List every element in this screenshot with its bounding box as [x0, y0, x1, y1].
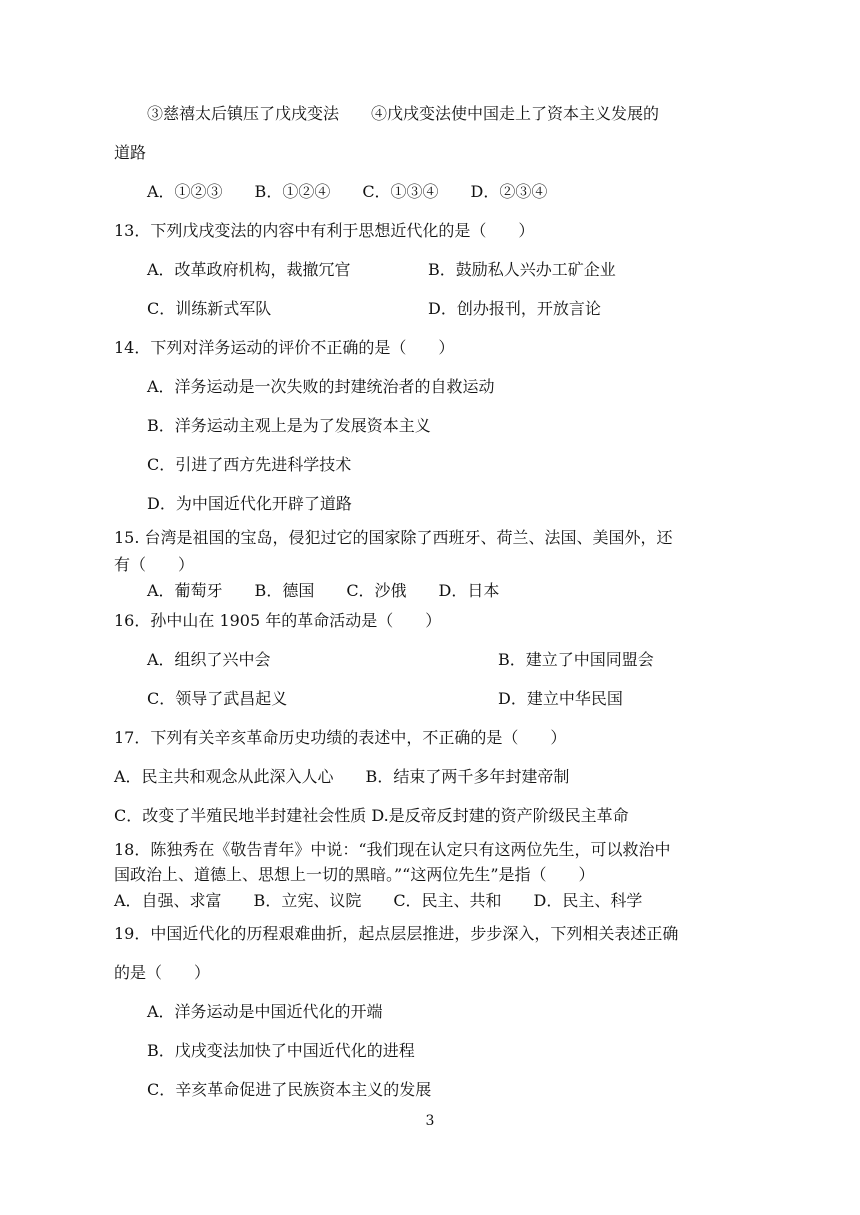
q14-option-b: B．洋务运动主观上是为了发展资本主义: [147, 416, 431, 435]
page-number: 3: [425, 1113, 435, 1129]
q18-stem: 18．陈独秀在《敬告青年》中说：“我们现在认定只有这两位先生，可以救治中: [114, 840, 671, 859]
q14-option-a: A．洋务运动是一次失败的封建统治者的自救运动: [147, 377, 495, 396]
q19-option-a: A．洋务运动是中国近代化的开端: [147, 1002, 383, 1021]
q16-option-c: C．领导了武昌起义: [147, 689, 288, 708]
q17-options-ab: A．民主共和观念从此深入人心 B．结束了两千多年封建帝制: [114, 767, 570, 786]
q19-option-b: B．戊戌变法加快了中国近代化的进程: [147, 1041, 415, 1060]
q12-option-line-cont: 道路: [114, 143, 147, 162]
q14-stem: 14．下列对洋务运动的评价不正确的是（ ）: [114, 338, 455, 357]
q15-stem: 15. 台湾是祖国的宝岛，侵犯过它的国家除了西班牙、荷兰、法国、美国外，还: [114, 528, 673, 547]
q13-option-b: B．鼓励私人兴办工矿企业: [428, 260, 616, 279]
q13-option-a: A．改革政府机构，裁撤冗官: [147, 260, 351, 279]
q13-option-c: C．训练新式军队: [147, 299, 272, 318]
q18-options: A．自强、求富 B．立宪、议院 C．民主、共和 D．民主、科学: [114, 891, 643, 910]
q12-option-line: ③慈禧太后镇压了戊戌变法 ④戊戌变法使中国走上了资本主义发展的: [147, 104, 660, 123]
q19-option-c: C．辛亥革命促进了民族资本主义的发展: [147, 1080, 432, 1099]
q18-stem-cont: 国政治上、道德上、思想上一切的黑暗。”“这两位先生”是指（ ）: [114, 865, 595, 884]
q15-stem-cont: 有（ ）: [114, 555, 195, 574]
q13-option-d: D．创办报刊，开放言论: [428, 299, 601, 318]
q13-stem: 13．下列戊戌变法的内容中有利于思想近代化的是（ ）: [114, 221, 535, 240]
q14-option-c: C．引进了西方先进科学技术: [147, 455, 352, 474]
q17-stem: 17．下列有关辛亥革命历史功绩的表述中，不正确的是（ ）: [114, 728, 567, 747]
q16-option-a: A．组织了兴中会: [147, 650, 271, 669]
q14-option-d: D．为中国近代化开辟了道路: [147, 494, 352, 513]
q15-options: A．葡萄牙 B．德国 C．沙俄 D．日本: [147, 581, 500, 600]
q12-answers: A．①②③ B．①②④ C．①③④ D．②③④: [147, 182, 548, 201]
q17-options-cd: C．改变了半殖民地半封建社会性质 D.是反帝反封建的资产阶级民主革命: [114, 806, 629, 825]
q16-stem: 16．孙中山在 1905 年的革命活动是（ ）: [114, 611, 442, 630]
q19-stem: 19．中国近代化的历程艰难曲折，起点层层推进，步步深入，下列相关表述正确: [114, 924, 679, 943]
q19-stem-cont: 的是（ ）: [114, 963, 211, 982]
q16-option-b: B．建立了中国同盟会: [498, 650, 654, 669]
q16-option-d: D．建立中华民国: [498, 689, 623, 708]
